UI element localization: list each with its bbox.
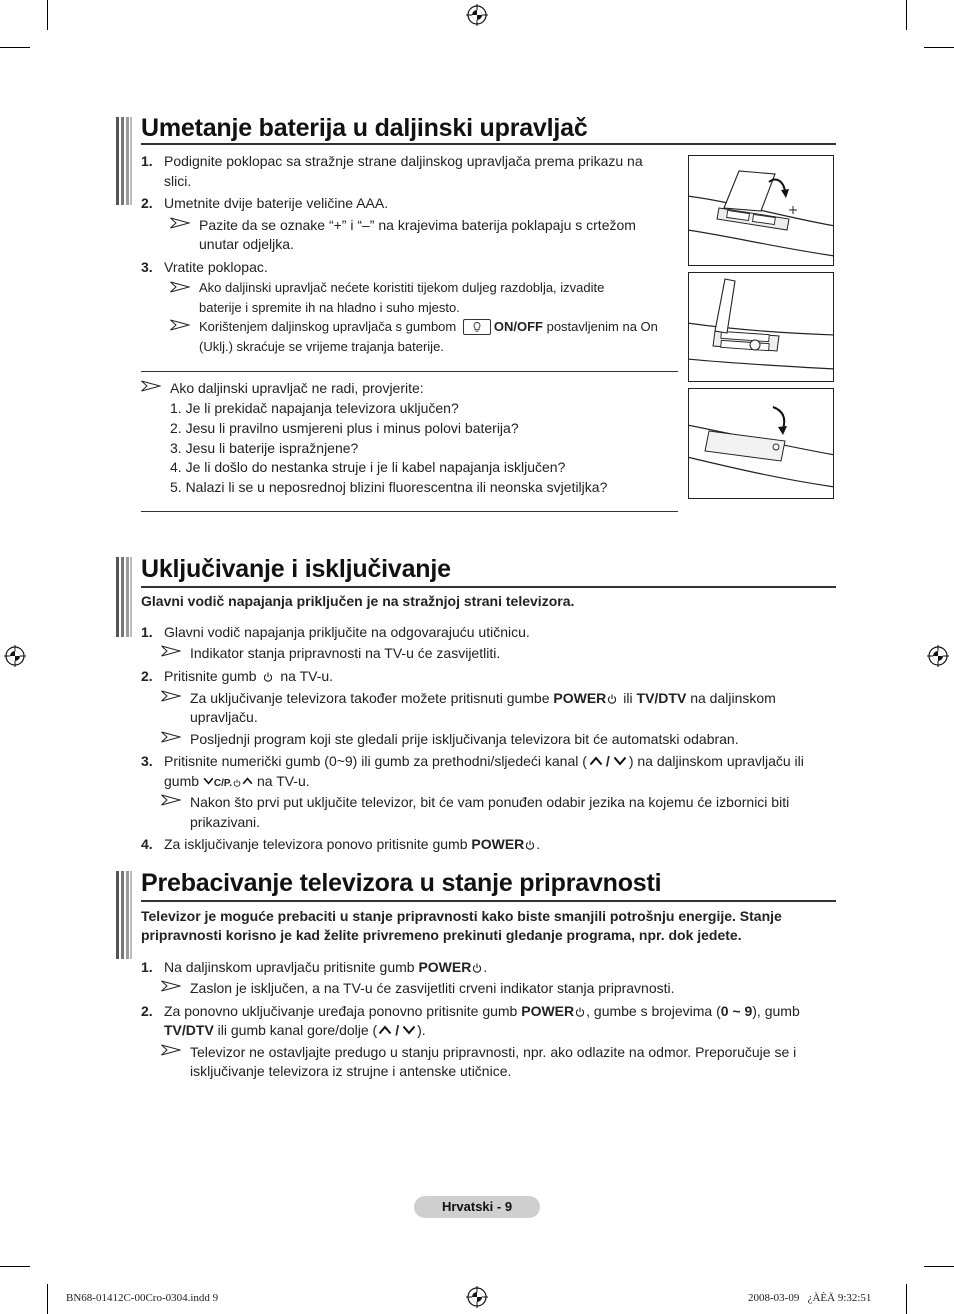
power-icon [525,840,535,850]
step-text: Za isključivanje televizora ponovo pritisnite gumb POWER . [164,836,541,852]
note-arrow-icon [170,319,190,331]
note-text: upravljaču. [190,709,258,725]
note-text: prikazivani. [190,814,261,830]
divider [141,511,678,512]
note-text: unutar odjeljka. [199,236,294,252]
channel-down-icon [613,756,627,766]
note-text: Zaslon je isključen, a na TV-u će zasvijetliti crveni indikator stanja pripravnosti. [190,980,675,996]
crop-mark [47,1284,48,1314]
note-text: Televizor ne ostavljajte predugo u stanju pripravnosti, npr. ako odlazite na odmor. Preporučuje se i [190,1044,797,1060]
step-text: Glavni vodič napajanja priključite na odgovarajuću utičnicu. [164,624,530,640]
crop-mark [924,47,954,48]
note-text: isključivanje televizora iz strujne i antenske utičnice. [190,1063,512,1079]
section-title-batteries: Umetanje baterija u daljinski upravljač [141,114,588,142]
note-arrow-icon [161,645,181,657]
step-text: Vratite poklopac. [164,259,268,275]
channel-up-icon [242,777,253,785]
note-arrow-icon [161,690,181,702]
section-bar [116,557,132,637]
note-text: Nakon što prvi put uključite televizor, bit će vam ponuđen odabir jezika na kojemu će izbornici biti [190,794,790,810]
step-text: Podignite poklopac sa stražnje strane daljinskog upravljača prema prikazu na [164,153,643,169]
power-icon [607,694,617,704]
step-text: Umetnite dvije baterije veličine AAA. [164,195,389,211]
step-number: 4. [141,836,153,852]
note-text: Za uključivanje televizora također možete pritisnuti gumbe POWER ili TV/DTV na daljinskom [190,690,776,706]
section-title-power: Uključivanje i isključivanje [141,555,451,583]
figure-open-cover [688,155,834,266]
channel-up-icon [589,756,603,766]
note-arrow-icon [161,1044,181,1056]
step-number: 3. [141,259,153,275]
check-item: 3. Jesu li baterije ispražnjene? [170,440,359,456]
page-number-badge: Hrvatski - 9 [414,1196,540,1218]
check-item: 1. Je li prekidač napajanja televizora uključen? [170,400,459,416]
note-arrow-icon [170,281,190,293]
section-bar [116,871,132,959]
step-number: 3. [141,753,153,769]
section-rule [141,586,836,588]
power-icon [263,672,273,682]
registration-mark-icon [4,645,26,667]
note-arrow-icon [141,380,161,392]
crop-mark [906,0,907,30]
crop-mark [47,0,48,30]
note-arrow-icon [161,731,181,743]
section-rule [141,900,836,902]
figure-insert-batteries [688,272,834,382]
step-number: 2. [141,195,153,211]
note-text: Pazite da se oznake “+” i “–” na krajevima baterija poklapaju s crtežom [199,217,636,233]
note-text: Posljednji program koji ste gledali prije isključivanja televizora bit će automatski odabran. [190,731,739,747]
note-arrow-icon [170,217,190,229]
check-intro: Ako daljinski upravljač ne radi, provjerite: [170,380,424,396]
step-number: 2. [141,668,153,684]
channel-down-icon [402,1025,416,1035]
registration-mark-icon [466,1286,488,1308]
step-number: 2. [141,1003,153,1019]
crop-mark [906,1284,907,1314]
file-info: BN68-01412C-00Cro-0304.indd 9 [66,1292,219,1304]
channel-up-icon [378,1025,392,1035]
figure-close-cover [688,388,834,499]
print-timestamp: 2008-03-09 ¿ÀÈÄ 9:32:51 [748,1292,872,1304]
channel-down-icon [203,777,214,785]
step-number: 1. [141,624,153,640]
section-rule [141,143,836,145]
section-bar [116,117,132,205]
on-off-button-icon [463,319,491,335]
check-item: 4. Je li došlo do nestanka struje i je li kabel napajanja isključen? [170,459,566,475]
step-text: gumb C/P. na TV-u. [164,773,310,789]
note-text: Ako daljinski upravljač nećete koristiti tijekom duljeg razdoblja, izvadite [199,280,605,295]
divider [141,371,678,372]
step-number: 1. [141,153,153,169]
section-intro: Televizor je moguće prebaciti u stanje pripravnosti kako biste smanjili potrošnju energije. Stanje [141,908,782,924]
power-icon [472,963,482,973]
step-text: Za ponovno uključivanje uređaja ponovno pritisnite gumb POWER , gumbe s brojevima (0 ~ 9), gumb [164,1003,800,1019]
note-text: (Uklj.) skraćuje se vrijeme trajanja baterije. [199,339,444,354]
crop-mark [0,47,30,48]
registration-mark-icon [927,645,949,667]
check-item: 2. Jesu li pravilno usmjereni plus i minus polovi baterija? [170,420,519,436]
note-arrow-icon [161,980,181,992]
registration-mark-icon [466,4,488,26]
step-text: Na daljinskom upravljaču pritisnite gumb POWER . [164,959,488,975]
section-intro: Glavni vodič napajanja priključen je na stražnjoj strani televizora. [141,593,575,609]
step-text: TV/DTV ili gumb kanal gore/dolje ( / ). [164,1022,426,1038]
power-icon [233,779,241,787]
note-text: baterije i spremite ih na hladno i suho mjesto. [199,300,460,315]
step-text: Pritisnite gumb na TV-u. [164,668,334,684]
note-text: Indikator stanja pripravnosti na TV-u će zasvijetliti. [190,645,501,661]
section-intro: pripravnosti korisno je kad želite privremeno prekinuti gledanje programa, npr. dok jedete. [141,927,742,943]
note-arrow-icon [161,794,181,806]
step-text: slici. [164,173,192,189]
step-text: Pritisnite numerički gumb (0~9) ili gumb za prethodni/sljedeći kanal ( / ) na daljinskom upravljaču ili [164,753,804,769]
check-item: 5. Nalazi li se u neposrednoj blizini fluorescentna ili neonska svjetiljka? [170,479,608,495]
power-icon [575,1007,585,1017]
step-number: 1. [141,959,153,975]
crop-mark [0,1266,30,1267]
section-title-standby: Prebacivanje televizora u stanje pripravnosti [141,869,662,897]
crop-mark [924,1266,954,1267]
note-text: Korištenjem daljinskog upravljača s gumbom ON/OFF postavljenim na On [199,319,658,334]
